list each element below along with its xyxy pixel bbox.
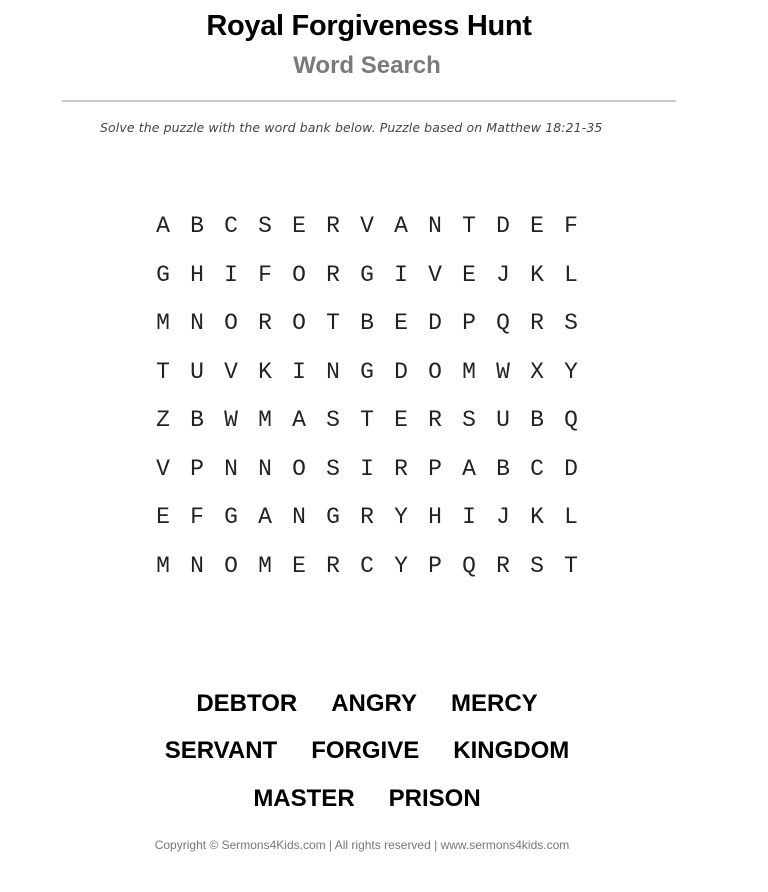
grid-letter: O bbox=[292, 261, 306, 288]
grid-letter: E bbox=[394, 310, 408, 337]
grid-letter: I bbox=[394, 261, 408, 288]
grid-letter: Q bbox=[462, 552, 476, 579]
grid-letter: V bbox=[428, 261, 442, 288]
grid-letter: V bbox=[360, 213, 374, 240]
grid-letter: P bbox=[428, 455, 442, 482]
grid-letter: A bbox=[292, 407, 306, 434]
grid-letter: A bbox=[394, 213, 408, 240]
grid-letter: M bbox=[156, 310, 170, 337]
grid-letter: P bbox=[462, 310, 476, 337]
grid-letter: M bbox=[156, 552, 170, 579]
grid-letter: Q bbox=[564, 407, 578, 434]
grid-letter: Q bbox=[496, 310, 510, 337]
grid-letter: G bbox=[360, 261, 374, 288]
word-search-grid bbox=[146, 202, 588, 590]
grid-letter: C bbox=[360, 552, 374, 579]
grid-letter: Y bbox=[394, 504, 408, 531]
grid-letter: W bbox=[496, 358, 510, 385]
grid-letter: W bbox=[224, 407, 238, 434]
grid-letter: U bbox=[190, 358, 204, 385]
grid-letter: L bbox=[564, 261, 578, 288]
grid-letter: P bbox=[190, 455, 204, 482]
word-bank-row bbox=[0, 775, 734, 823]
grid-letter: E bbox=[394, 407, 408, 434]
grid-letter: B bbox=[190, 407, 204, 434]
grid-letter: J bbox=[496, 261, 510, 288]
grid-letter: N bbox=[292, 504, 306, 531]
grid-letter: T bbox=[462, 213, 476, 240]
grid-letter: R bbox=[258, 310, 272, 337]
word-bank bbox=[0, 680, 734, 823]
grid-letter: R bbox=[496, 552, 510, 579]
grid-letter: E bbox=[292, 213, 306, 240]
grid-letter: C bbox=[530, 455, 544, 482]
grid-letter: S bbox=[326, 407, 340, 434]
grid-letter: S bbox=[564, 310, 578, 337]
word-bank-word: PRISON bbox=[388, 784, 481, 812]
grid-letter: O bbox=[292, 310, 306, 337]
grid-letter: Y bbox=[394, 552, 408, 579]
grid-letter: R bbox=[326, 213, 340, 240]
grid-letter: E bbox=[462, 261, 476, 288]
grid-letter: C bbox=[224, 213, 238, 240]
grid-letter: T bbox=[564, 552, 578, 579]
grid-letter: N bbox=[258, 455, 272, 482]
grid-letter: O bbox=[428, 358, 442, 385]
grid-letter: S bbox=[530, 552, 544, 579]
grid-letter: D bbox=[496, 213, 510, 240]
grid-letter: D bbox=[564, 455, 578, 482]
grid-letter: A bbox=[156, 213, 170, 240]
grid-letter: T bbox=[360, 407, 374, 434]
grid-letter: O bbox=[224, 552, 238, 579]
grid-letter: U bbox=[496, 407, 510, 434]
grid-letter: F bbox=[190, 504, 204, 531]
page-title: Royal Forgiveness Hunt bbox=[206, 10, 532, 42]
grid-letter: V bbox=[156, 455, 170, 482]
grid-letter: E bbox=[292, 552, 306, 579]
grid-row bbox=[146, 542, 588, 591]
grid-row bbox=[146, 251, 588, 300]
grid-letter: J bbox=[496, 504, 510, 531]
grid-row bbox=[146, 493, 588, 542]
grid-letter: S bbox=[462, 407, 476, 434]
grid-letter: K bbox=[530, 261, 544, 288]
grid-letter: S bbox=[258, 213, 272, 240]
grid-letter: H bbox=[190, 261, 204, 288]
grid-row bbox=[146, 202, 588, 251]
grid-row bbox=[146, 445, 588, 494]
grid-letter: A bbox=[258, 504, 272, 531]
grid-letter: N bbox=[224, 455, 238, 482]
copyright-footer: Copyright © Sermons4Kids.com | All rights reserved | www.sermons4kids.com bbox=[154, 838, 570, 852]
grid-letter: E bbox=[530, 213, 544, 240]
grid-letter: Z bbox=[156, 407, 170, 434]
grid-letter: N bbox=[190, 310, 204, 337]
word-bank-word: MASTER bbox=[253, 784, 355, 812]
grid-letter: A bbox=[462, 455, 476, 482]
word-bank-word: FORGIVE bbox=[311, 737, 420, 765]
grid-letter: R bbox=[530, 310, 544, 337]
grid-letter: X bbox=[530, 358, 544, 385]
grid-letter: M bbox=[462, 358, 476, 385]
grid-letter: R bbox=[326, 261, 340, 288]
instructions: Solve the puzzle with the word bank below. Puzzle based on Matthew 18:21-35 bbox=[100, 120, 603, 135]
grid-letter: Y bbox=[564, 358, 578, 385]
grid-row bbox=[146, 348, 588, 397]
grid-letter: L bbox=[564, 504, 578, 531]
word-bank-word: MERCY bbox=[451, 689, 538, 717]
grid-letter: M bbox=[258, 552, 272, 579]
grid-letter: I bbox=[360, 455, 374, 482]
grid-letter: R bbox=[360, 504, 374, 531]
grid-letter: N bbox=[428, 213, 442, 240]
grid-letter: H bbox=[428, 504, 442, 531]
grid-letter: G bbox=[156, 261, 170, 288]
grid-letter: F bbox=[564, 213, 578, 240]
grid-letter: B bbox=[530, 407, 544, 434]
grid-row bbox=[146, 299, 588, 348]
grid-letter: N bbox=[190, 552, 204, 579]
grid-letter: D bbox=[428, 310, 442, 337]
word-bank-word: KINGDOM bbox=[453, 737, 570, 765]
page-subtitle: Word Search bbox=[293, 52, 441, 79]
grid-letter: G bbox=[224, 504, 238, 531]
grid-letter: N bbox=[326, 358, 340, 385]
grid-letter: B bbox=[190, 213, 204, 240]
grid-row bbox=[146, 396, 588, 445]
grid-letter: B bbox=[496, 455, 510, 482]
grid-letter: T bbox=[156, 358, 170, 385]
grid-letter: O bbox=[292, 455, 306, 482]
grid-letter: K bbox=[530, 504, 544, 531]
grid-letter: R bbox=[326, 552, 340, 579]
grid-letter: E bbox=[156, 504, 170, 531]
grid-letter: P bbox=[428, 552, 442, 579]
grid-letter: D bbox=[394, 358, 408, 385]
divider bbox=[62, 100, 676, 102]
word-bank-word: ANGRY bbox=[331, 689, 417, 717]
grid-letter: G bbox=[360, 358, 374, 385]
grid-letter: G bbox=[326, 504, 340, 531]
grid-letter: S bbox=[326, 455, 340, 482]
grid-letter: V bbox=[224, 358, 238, 385]
word-bank-word: DEBTOR bbox=[196, 689, 298, 717]
grid-letter: I bbox=[292, 358, 306, 385]
word-bank-row bbox=[0, 728, 734, 776]
grid-letter: R bbox=[428, 407, 442, 434]
grid-letter: O bbox=[224, 310, 238, 337]
word-bank-word: SERVANT bbox=[164, 737, 278, 765]
grid-letter: B bbox=[360, 310, 374, 337]
grid-letter: R bbox=[394, 455, 408, 482]
word-bank-row bbox=[0, 680, 734, 728]
grid-letter: I bbox=[224, 261, 238, 288]
grid-letter: I bbox=[462, 504, 476, 531]
grid-letter: F bbox=[258, 261, 272, 288]
grid-letter: M bbox=[258, 407, 272, 434]
grid-letter: K bbox=[258, 358, 272, 385]
grid-letter: T bbox=[326, 310, 340, 337]
